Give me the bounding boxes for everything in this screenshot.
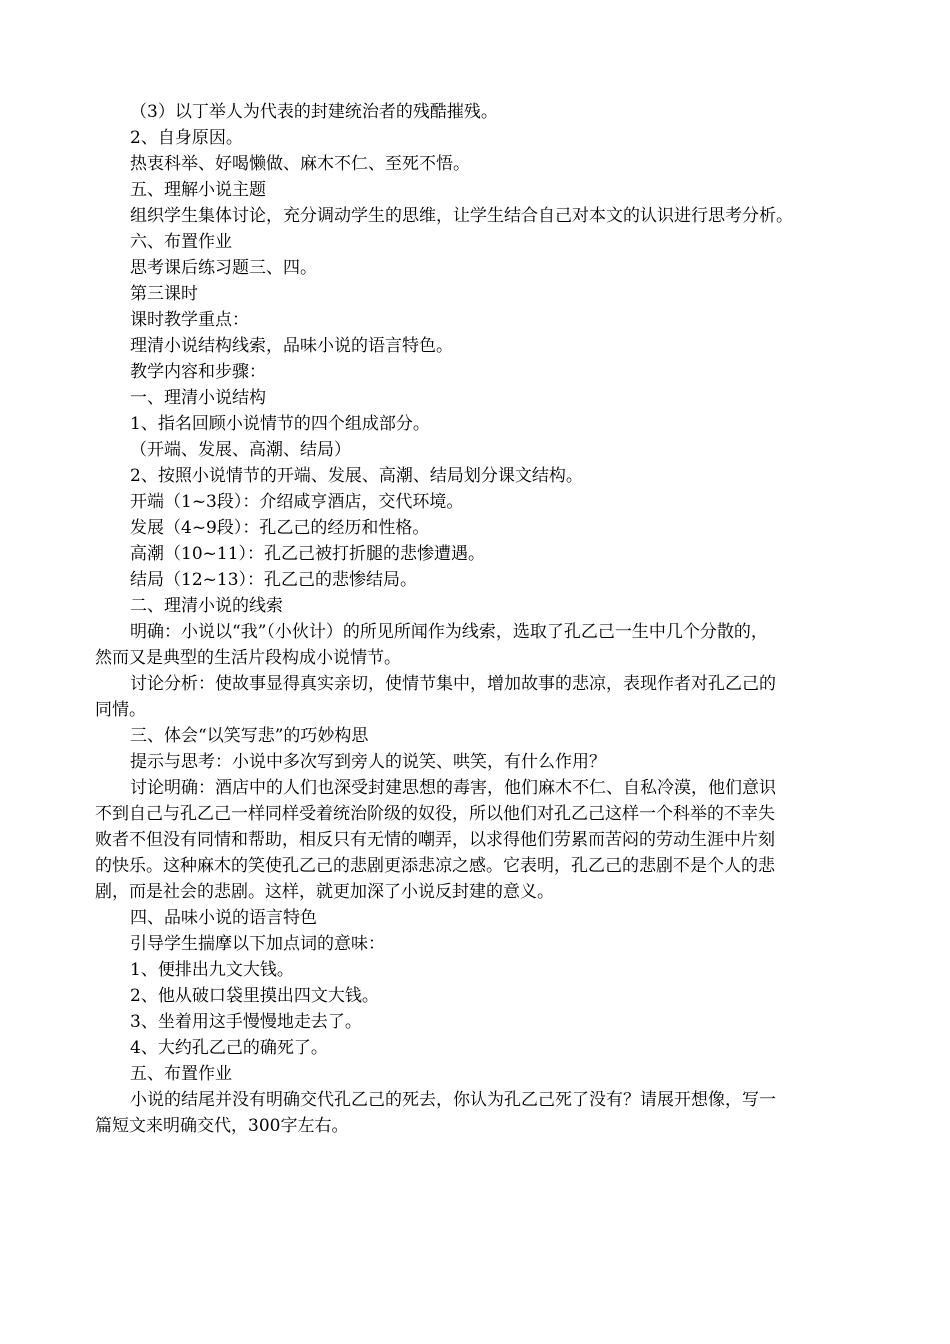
section-heading: 一、理清小说结构 bbox=[130, 388, 266, 408]
text-line: 明确：小说以“我”（小伙计）的所见所闻作为线索，选取了孔乙己一生中几个分散的， bbox=[130, 622, 768, 642]
section-heading: 三、体会“以笑写悲”的巧妙构思 bbox=[130, 726, 369, 746]
text-line: 提示与思考：小说中多次写到旁人的说笑、哄笑，有什么作用？ bbox=[130, 752, 606, 772]
text-line: 高潮（10~11）：孔乙己被打折腿的悲惨遭遇。 bbox=[130, 544, 486, 564]
text-line: 剧，而是社会的悲剧。这样，就更加深了小说反封建的意义。 bbox=[95, 882, 554, 902]
text-line: 教学内容和步骤： bbox=[130, 362, 266, 382]
text-line: 4、大约孔乙己的确死了。 bbox=[130, 1038, 328, 1058]
text-line: 不到自己与孔乙己一样同样受着统治阶级的奴役，所以他们对孔乙己这样一个科举的不幸失 bbox=[95, 804, 775, 824]
text-line: 开端（1~3段）：介绍咸亨酒店，交代环境。 bbox=[130, 492, 464, 512]
text-line: 2、他从破口袋里摸出四文大钱。 bbox=[130, 986, 379, 1006]
text-line: 2、按照小说情节的开端、发展、高潮、结局划分课文结构。 bbox=[130, 466, 583, 486]
text-line: 的快乐。这种麻木的笑使孔乙己的悲剧更添悲凉之感。它表明，孔乙己的悲剧不是个人的悲 bbox=[95, 856, 775, 876]
text-line: 3、坐着用这手慢慢地走去了。 bbox=[130, 1012, 362, 1032]
section-heading: 四、品味小说的语言特色 bbox=[130, 908, 317, 928]
text-line: 组织学生集体讨论，充分调动学生的思维，让学生结合自己对本文的认识进行思考分析。 bbox=[130, 206, 793, 226]
text-line: 同情。 bbox=[95, 700, 146, 720]
section-heading: 五、理解小说主题 bbox=[130, 180, 266, 200]
text-line: 讨论分析：使故事显得真实亲切，使情节集中，增加故事的悲凉，表现作者对孔乙己的 bbox=[130, 674, 776, 694]
text-line: 1、指名回顾小说情节的四个组成部分。 bbox=[130, 414, 430, 434]
text-line: 2、自身原因。 bbox=[130, 128, 243, 148]
section-heading: 六、布置作业 bbox=[130, 232, 232, 252]
text-line: 篇短文来明确交代，300字左右。 bbox=[95, 1116, 349, 1136]
text-line: 结局（12~13）：孔乙己的悲惨结局。 bbox=[130, 570, 418, 590]
text-line: 引导学生揣摩以下加点词的意味： bbox=[130, 934, 385, 954]
text-line: 讨论明确：酒店中的人们也深受封建思想的毒害，他们麻木不仁、自私冷漠，他们意识 bbox=[130, 778, 776, 798]
text-line: 思考课后练习题三、四。 bbox=[130, 258, 317, 278]
text-line: 课时教学重点： bbox=[130, 310, 249, 330]
text-line: 热衷科举、好喝懒做、麻木不仁、至死不悟。 bbox=[130, 154, 470, 174]
text-line: 理清小说结构线索，品味小说的语言特色。 bbox=[130, 336, 453, 356]
text-line: 败者不但没有同情和帮助，相反只有无情的嘲弄，以求得他们劳累而苦闷的劳动生涯中片刻 bbox=[95, 830, 775, 850]
text-line: 然而又是典型的生活片段构成小说情节。 bbox=[95, 648, 401, 668]
text-line: 发展（4~9段）：孔乙己的经历和性格。 bbox=[130, 518, 430, 538]
text-line: （开端、发展、高潮、结局） bbox=[130, 440, 351, 460]
text-line: 小说的结尾并没有明确交代孔乙己的死去，你认为孔乙己死了没有？请展开想像，写一 bbox=[130, 1090, 776, 1110]
section-heading: 五、布置作业 bbox=[130, 1064, 232, 1084]
text-line: 1、便排出九文大钱。 bbox=[130, 960, 294, 980]
text-line: （3）以丁举人为代表的封建统治者的残酷摧残。 bbox=[130, 102, 498, 122]
lesson-heading: 第三课时 bbox=[130, 284, 198, 304]
section-heading: 二、理清小说的线索 bbox=[130, 596, 283, 616]
